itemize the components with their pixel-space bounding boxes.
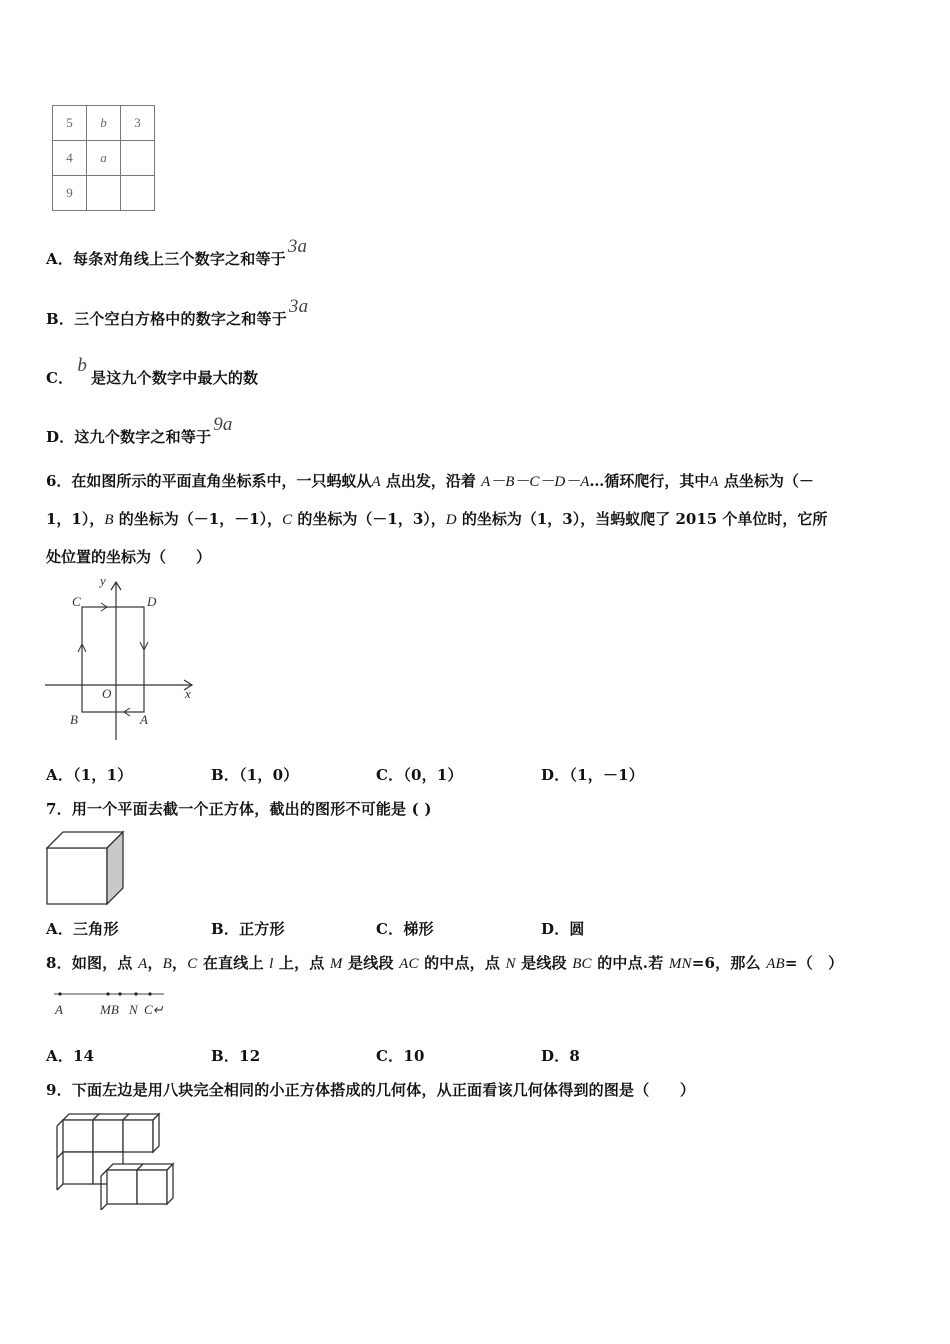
cube-front [63, 1152, 93, 1184]
option-label: C． [376, 766, 404, 784]
option-text: （0，1） [403, 766, 463, 784]
stem-text: 的坐标为（－1，－1）， [113, 510, 283, 528]
stem-text: 6．在如图所示的平面直角坐标系中，一只蚂蚁从 [46, 472, 372, 490]
q8-option-b [211, 1045, 260, 1066]
q7-option-a [46, 918, 119, 939]
stem-text: 上，点 [273, 954, 330, 972]
option-text: 梯形 [403, 920, 434, 938]
q9-stem: 9．下面左边是用八块完全相同的小正方体搭成的几何体，从正面看该几何体得到的图是（ ） [46, 1081, 696, 1099]
stem-text: 8．如图，点 [46, 954, 139, 972]
q6-line-3: 处位置的坐标为（ ） [46, 548, 212, 566]
option-label: C． [376, 1047, 404, 1065]
option-text: 每条对角线上三个数字之和等于 [73, 250, 286, 268]
var-ab: AB [766, 956, 785, 972]
math-expr: 9a [213, 414, 233, 435]
var-d: D [445, 512, 457, 528]
cube-side [167, 1164, 173, 1204]
point-c [148, 992, 151, 995]
q5-option-b [46, 296, 309, 330]
cube-front [123, 1120, 153, 1152]
option-label: C． [376, 920, 404, 938]
option-label: A． [46, 1047, 74, 1065]
q8-option-c [376, 1045, 425, 1066]
option-text: （1，－1） [569, 766, 644, 784]
option-label: A． [46, 920, 74, 938]
option-text: 圆 [569, 920, 585, 938]
q6-option-d [541, 764, 644, 785]
var-n: N [505, 956, 516, 972]
math-expr: 3a [288, 296, 309, 317]
q6-line-1 [46, 463, 906, 501]
grid-cell [87, 176, 121, 211]
q6-option-a [46, 764, 132, 785]
cube-front [93, 1120, 123, 1152]
option-text: （1，0） [239, 766, 299, 784]
stem-text: 在直线上 [197, 954, 270, 972]
option-label: C． [46, 369, 74, 387]
var-ac: AC [399, 956, 419, 972]
path-expr: A－B－C－D－A [481, 474, 590, 490]
q6-option-b [211, 764, 298, 785]
q6-option-c [376, 764, 463, 785]
cube-front [107, 1170, 137, 1204]
stacked-cubes-figure [55, 1112, 185, 1210]
q6-stem [46, 463, 906, 576]
option-text: 三个空白方格中的数字之和等于 [74, 310, 287, 328]
line-segment-figure [50, 985, 170, 1021]
label-o: O [102, 686, 112, 701]
q7-stem: 7．用一个平面去截一个正方体，截出的图形不可能是 ( ) [46, 800, 432, 818]
magic-square-grid [52, 105, 155, 211]
stem-text: ， [172, 954, 188, 972]
label-d: D [147, 594, 157, 609]
var-a: A [138, 956, 148, 972]
edge [57, 1184, 63, 1190]
var-c: C [187, 956, 198, 972]
point-m [106, 992, 109, 995]
point-a [58, 992, 61, 995]
coordinate-figure [40, 570, 200, 745]
var-c: C [282, 512, 293, 528]
option-label: D． [541, 1047, 570, 1065]
grid-cell: a [87, 141, 121, 176]
edge [57, 1120, 63, 1126]
option-label: D． [541, 766, 570, 784]
stem-text: =（ ） [784, 954, 844, 972]
q7-option-b [211, 918, 285, 939]
stem-text: 是线段 [515, 954, 573, 972]
stem-text: ， [147, 954, 163, 972]
label-c: C↵ [144, 1002, 164, 1017]
grid-cell: 5 [53, 106, 87, 141]
option-text: 12 [239, 1047, 261, 1065]
q5-option-a [46, 236, 308, 270]
label-a: A [55, 1002, 63, 1017]
option-text: 10 [403, 1047, 425, 1065]
grid-cell [121, 176, 155, 211]
grid-cell [121, 141, 155, 176]
option-text: 三角形 [73, 920, 119, 938]
label-a: A [140, 712, 148, 727]
grid-cell: 4 [53, 141, 87, 176]
option-text: 正方形 [239, 920, 285, 938]
point-n [134, 992, 137, 995]
option-label: A． [46, 250, 74, 268]
stem-text: 的坐标为（－1，3）， [292, 510, 446, 528]
q7-option-c [376, 918, 434, 939]
cube-front [137, 1170, 167, 1204]
label-c: C [72, 594, 81, 609]
grid-cell: 3 [121, 106, 155, 141]
edge [57, 1152, 63, 1158]
grid-cell: b [87, 106, 121, 141]
stem-text: 点坐标为（－ [718, 472, 814, 490]
edge [101, 1204, 107, 1210]
stem-text: 1，1）， [46, 510, 105, 528]
stem-text: 点出发，沿着 [380, 472, 482, 490]
q5-option-c [46, 355, 259, 389]
path-rectangle [82, 607, 144, 712]
math-expr: 3a [287, 236, 308, 257]
math-expr: b [77, 355, 88, 376]
label-y: y [100, 573, 106, 588]
var-a: A [371, 474, 381, 490]
point-b [118, 992, 121, 995]
var-b: B [104, 512, 114, 528]
option-label: B． [211, 766, 240, 784]
q7-option-d [541, 918, 585, 939]
q8-stem [46, 952, 843, 973]
option-text: （1，1） [73, 766, 133, 784]
option-text: 14 [73, 1047, 95, 1065]
grid-cell: 9 [53, 176, 87, 211]
var-a: A [709, 474, 719, 490]
label-b: B [70, 712, 78, 727]
q8-option-a [46, 1045, 94, 1066]
option-label: B． [46, 310, 75, 328]
option-label: D． [541, 920, 570, 938]
stem-text: 的坐标为（1，3），当蚂蚁爬了 2015 个单位时，它所 [456, 510, 828, 528]
stem-text: =6，那么 [691, 954, 767, 972]
option-text: 这九个数字之和等于 [74, 428, 212, 446]
label-x: x [185, 686, 191, 701]
cube-front-face [47, 848, 107, 904]
option-text: 8 [569, 1047, 581, 1065]
label-n: N [129, 1002, 138, 1017]
cube-figure [45, 830, 127, 906]
q5-option-d [46, 414, 233, 448]
label-mb: MB [100, 1002, 119, 1017]
option-label: A． [46, 766, 74, 784]
var-mn: MN [668, 956, 692, 972]
stem-text: 的中点.若 [591, 954, 669, 972]
stem-text: …循环爬行，其中 [589, 472, 710, 490]
q6-line-2 [46, 501, 906, 539]
stem-text: 的中点，点 [418, 954, 506, 972]
option-text: 是这九个数字中最大的数 [91, 369, 259, 387]
var-m: M [329, 956, 343, 972]
stem-text: 是线段 [342, 954, 400, 972]
q8-option-d [541, 1045, 580, 1066]
cube-side [153, 1114, 159, 1152]
var-bc: BC [572, 956, 592, 972]
var-b: B [162, 956, 173, 972]
cube-front [63, 1120, 93, 1152]
var-l: l [269, 956, 274, 972]
option-label: B． [211, 920, 240, 938]
option-label: B． [211, 1047, 240, 1065]
option-label: D． [46, 428, 75, 446]
